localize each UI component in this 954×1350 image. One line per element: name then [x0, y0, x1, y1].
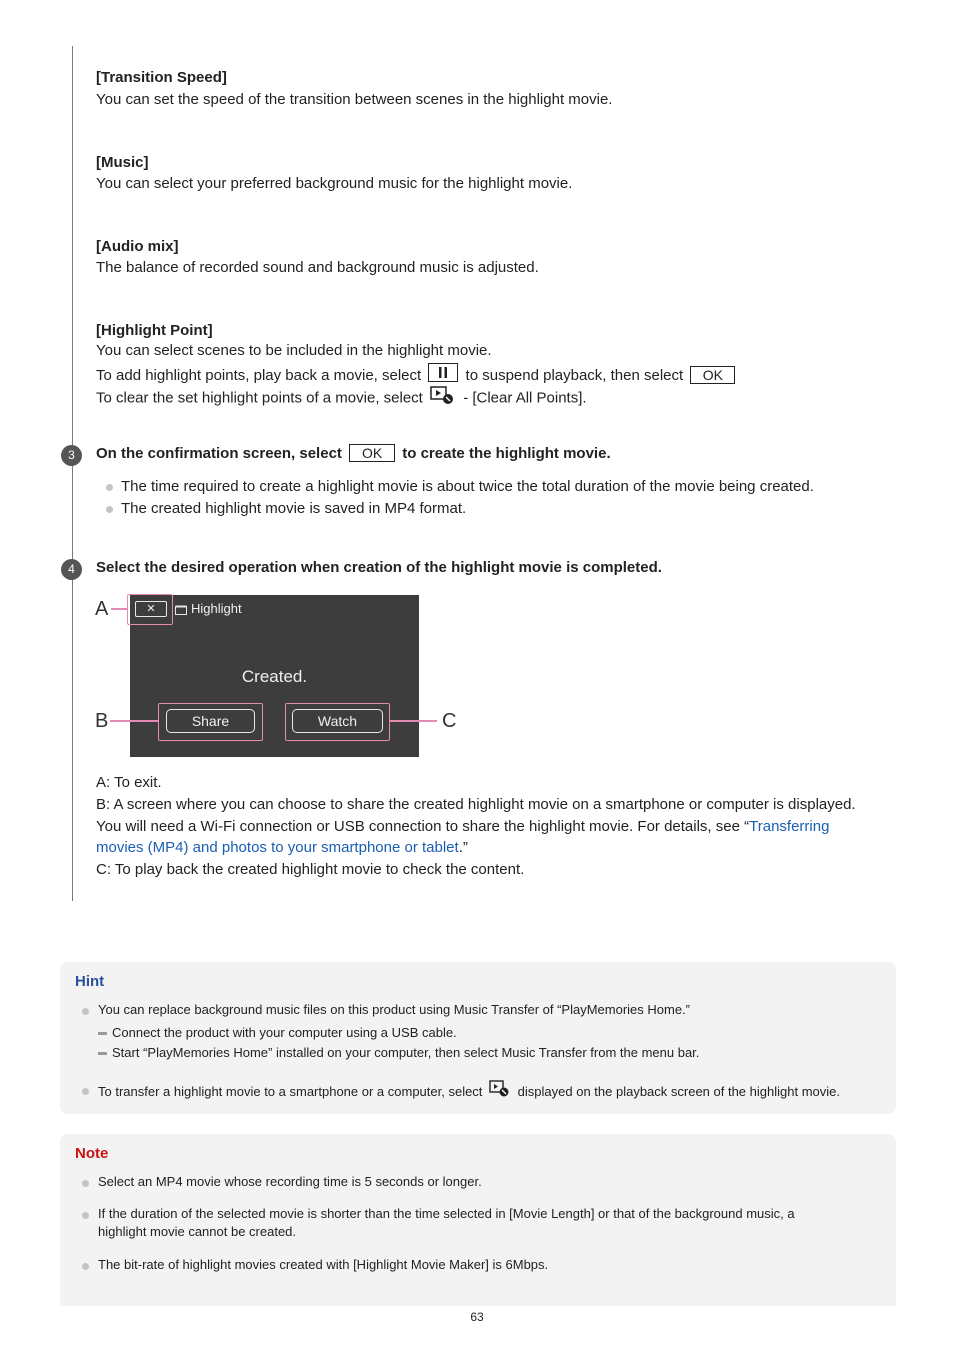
hint-item-2-b: displayed on the playback screen of the highlight movie.: [517, 1083, 840, 1099]
page-number: 63: [470, 1310, 484, 1324]
hint-item-2-a: To transfer a highlight movie to a smartphone or a computer, select: [98, 1083, 483, 1099]
bullet-dot: [82, 1008, 89, 1015]
highlight-point-line2-a: To add highlight points, play back a movie, select: [96, 366, 422, 384]
note-item-2-line2: highlight movie cannot be created.: [98, 1224, 297, 1239]
ok-button-icon: OK: [690, 366, 735, 384]
hint-item-1: You can replace background music files on this product using Music Transfer of “PlayMemories Home.”: [98, 1002, 691, 1017]
step-3-heading: [96, 445, 611, 463]
dash-bullet: [98, 1032, 107, 1035]
callout-a-box: [127, 594, 173, 625]
note-item-1: Select an MP4 movie whose recording time is 5 seconds or longer.: [98, 1174, 482, 1189]
callout-c-line: [390, 720, 437, 722]
bullet-dot: [82, 1088, 89, 1095]
highlight-point-line2: [96, 364, 738, 388]
highlight-point-heading: [Highlight Point]: [96, 322, 213, 339]
created-message: Created.: [241, 667, 308, 686]
highlight-point-line3: [96, 386, 587, 411]
step-3-bullet-2: The created highlight movie is saved in MP4 format.: [121, 500, 467, 517]
music-heading: [Music]: [96, 154, 149, 171]
transition-speed-heading: [Transition Speed]: [96, 69, 227, 86]
step-3-text-a: On the confirmation screen, select: [96, 445, 342, 462]
step-4-heading: Select the desired operation when creation of the highlight movie is completed.: [96, 559, 662, 576]
legend-b-line3: [96, 839, 468, 857]
step-4-badge: 4: [61, 559, 82, 580]
bullet-dot: [82, 1212, 89, 1219]
note-item-2-line1: If the duration of the selected movie is shorter than the time selected in [Movie Length] or that of the background music, a: [98, 1206, 795, 1221]
legend-b-end: .”: [458, 839, 468, 856]
transition-speed-text: You can set the speed of the transition between scenes in the highlight movie.: [96, 91, 613, 108]
audio-mix-text: The balance of recorded sound and background music is adjusted.: [96, 259, 539, 276]
highlight-point-line3-b: - [Clear All Points].: [463, 389, 587, 407]
bullet-dot: [106, 484, 113, 491]
share-button[interactable]: Share: [166, 709, 255, 733]
step-3-badge: 3: [61, 445, 82, 466]
pause-icon: [428, 363, 458, 387]
note-title: Note: [75, 1145, 109, 1162]
callout-a-letter: A: [95, 598, 109, 620]
close-icon: ✕: [135, 601, 167, 617]
note-box: [60, 1134, 896, 1306]
share-icon: [489, 1080, 511, 1103]
hint-box: [60, 962, 896, 1114]
highlight-point-line1: You can select scenes to be included in the highlight movie.: [96, 342, 492, 359]
watch-button[interactable]: Watch: [292, 709, 383, 733]
bullet-dot: [82, 1180, 89, 1187]
note-item-3: The bit-rate of highlight movies created with [Highlight Movie Maker] is 6Mbps.: [98, 1257, 549, 1272]
highlight-point-line3-a: To clear the set highlight points of a movie, select: [96, 389, 423, 407]
callout-b-letter: B: [95, 710, 109, 732]
ok-button-icon: OK: [349, 444, 395, 462]
left-rule: [72, 46, 73, 901]
music-text: You can select your preferred background music for the highlight movie.: [96, 175, 573, 192]
hint-title: Hint: [75, 973, 105, 990]
highlight-point-line2-b: to suspend playback, then select: [465, 366, 684, 384]
transferring-link[interactable]: Transferring: [749, 818, 830, 835]
callout-b-box: [158, 703, 263, 741]
playback-edit-icon: [430, 385, 456, 410]
hint-sub-1: Connect the product with your computer using a USB cable.: [112, 1025, 457, 1040]
step-3-text-b: to create the highlight movie.: [402, 445, 611, 462]
callout-b-line: [110, 720, 158, 722]
callout-a-line: [111, 608, 128, 610]
legend-b-line1: B: A screen where you can choose to share the created highlight movie on a smartphone or computer is displayed.: [96, 796, 856, 813]
callout-c-box: [285, 703, 390, 741]
transferring-link-continued[interactable]: movies (MP4) and photos to your smartphone or tablet: [96, 839, 459, 856]
movie-icon: [175, 602, 187, 612]
legend-b-text: You will need a Wi-Fi connection or USB connection to share the highlight movie. For details, see “: [96, 818, 750, 835]
audio-mix-heading: [Audio mix]: [96, 238, 179, 255]
hint-item-2: [98, 1081, 840, 1104]
legend-b-line2: [96, 818, 829, 836]
legend-c: C: To play back the created highlight movie to check the content.: [96, 861, 525, 878]
hint-sub-2: Start “PlayMemories Home” installed on your computer, then select Music Transfer from the menu bar.: [112, 1045, 700, 1060]
bullet-dot: [82, 1263, 89, 1270]
step-3-bullet-1: The time required to create a highlight movie is about twice the total duration of the movie being created.: [121, 478, 814, 495]
screen-title: Highlight: [191, 601, 242, 616]
dash-bullet: [98, 1052, 107, 1055]
bullet-dot: [106, 506, 113, 513]
legend-a: A: To exit.: [96, 774, 162, 791]
callout-c-letter: C: [442, 710, 457, 732]
